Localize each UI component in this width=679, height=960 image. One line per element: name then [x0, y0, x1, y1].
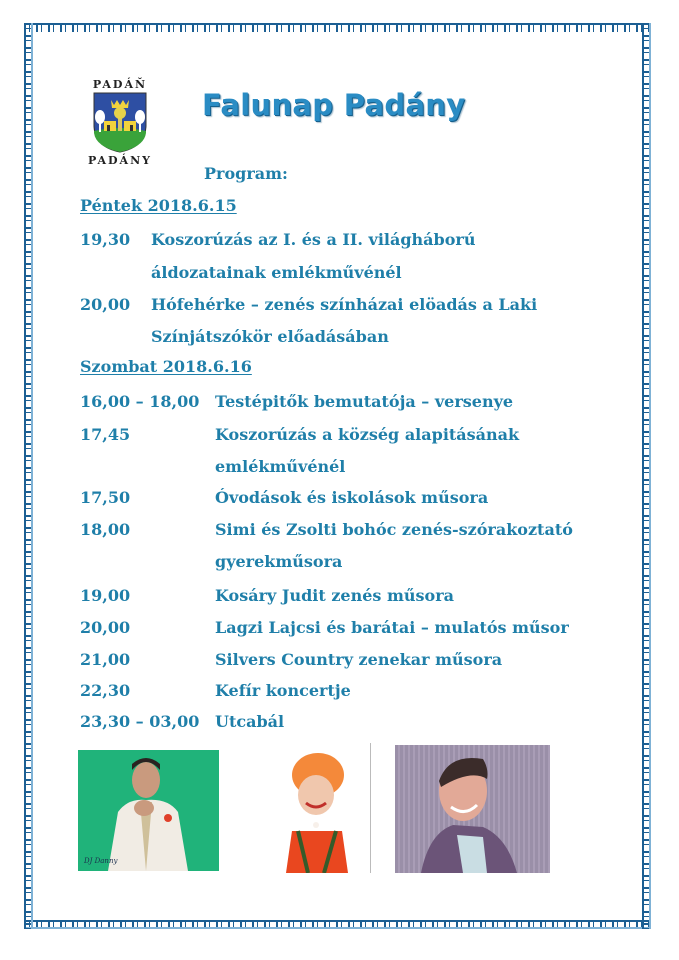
performer-photo-2 [262, 743, 371, 873]
decorative-border-right [642, 23, 651, 929]
performer-photo-3 [395, 745, 550, 873]
event-description: Koszorúzás az I. és a II. világháború [151, 230, 476, 249]
event-description: áldozatainak emlékművénél [151, 263, 402, 282]
event-time: 23,30 – 03,00 [80, 712, 200, 731]
event-description: Koszorúzás a község alapitásának [215, 425, 520, 444]
page-title: Falunap Padány [202, 88, 466, 122]
event-description: Kosáry Judit zenés műsora [215, 586, 455, 605]
event-description: Testépitők bemutatója – versenye [215, 392, 514, 411]
event-description: Kefír koncertje [215, 681, 351, 700]
event-time: 19,30 [80, 230, 131, 249]
event-time: 19,00 [80, 586, 131, 605]
coat-of-arms-icon [92, 91, 148, 153]
event-time: 17,50 [80, 488, 131, 507]
day-heading-friday: Péntek 2018.6.15 [80, 196, 237, 215]
event-description: Színjátszókör előadásában [151, 327, 389, 346]
event-time: 21,00 [80, 650, 131, 669]
photo-signature: DJ Danny [84, 857, 118, 865]
decorative-border-top [24, 23, 651, 32]
day-heading-saturday: Szombat 2018.6.16 [80, 357, 252, 376]
event-time: 20,00 [80, 618, 131, 637]
event-time: 18,00 [80, 520, 131, 539]
program-label: Program: [204, 164, 288, 183]
event-description: gyerekműsora [215, 552, 343, 571]
event-description: Silvers Country zenekar műsora [215, 650, 503, 669]
event-time: 17,45 [80, 425, 131, 444]
event-time: 22,30 [80, 681, 131, 700]
decorative-border-bottom [24, 920, 651, 929]
event-time: 16,00 – 18,00 [80, 392, 200, 411]
event-description: Simi és Zsolti bohóc zenés-szórakoztató [215, 520, 573, 539]
event-description: Lagzi Lajcsi és barátai – mulatós műsor [215, 618, 569, 637]
crest-bottom-text: PADÁNY [88, 154, 152, 167]
event-description: Óvodások és iskolások műsora [215, 488, 489, 507]
event-description: emlékművénél [215, 457, 346, 476]
event-description: Hófehérke – zenés színházai elöadás a Laki [151, 295, 538, 314]
village-crest [80, 78, 160, 178]
event-time: 20,00 [80, 295, 131, 314]
decorative-border-left [24, 23, 33, 929]
event-description: Utcabál [215, 712, 285, 731]
performer-photo-1 [78, 750, 219, 871]
crest-top-text: PADÁŇ [92, 78, 148, 91]
